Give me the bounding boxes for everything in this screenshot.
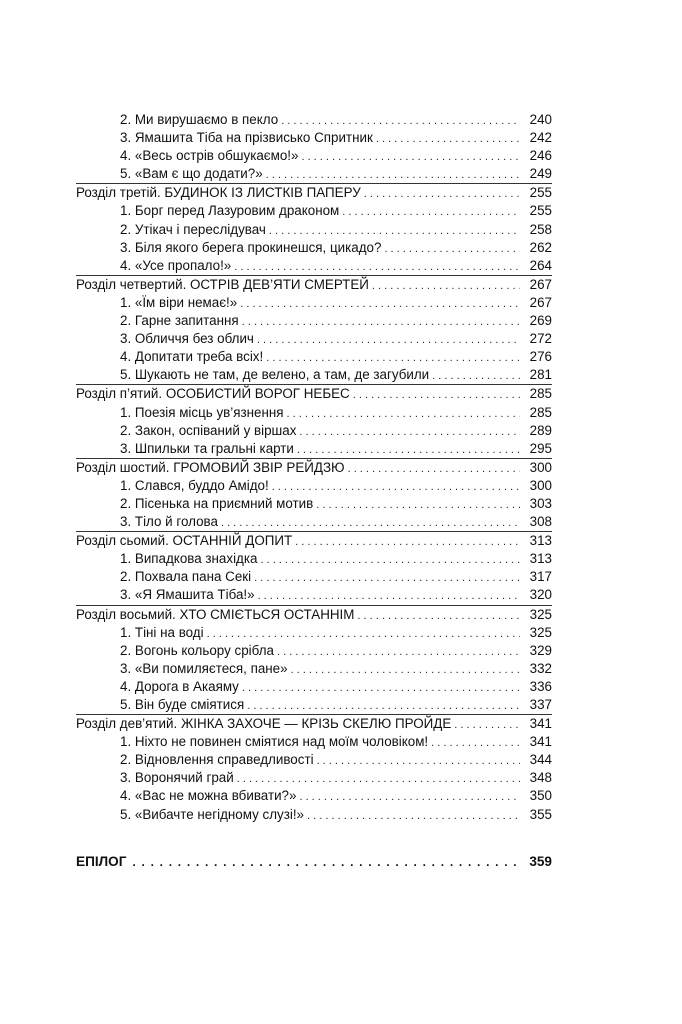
leader-dots (234, 258, 520, 276)
entry-title: 1. Ніхто не повинен сміятися над моїм чоловіком! (120, 734, 429, 750)
leader-dots (384, 240, 520, 258)
toc-section-entry (76, 422, 552, 440)
entry-title: 2. Утікач і переслідувач (120, 221, 266, 237)
entry-page-number: 246 (529, 148, 552, 164)
entry-page-number: 320 (529, 587, 552, 603)
leader-dots (301, 148, 520, 166)
entry-page-number: 344 (529, 752, 552, 768)
entry-title: 1. «Їм віри немає!» (120, 294, 238, 310)
entry-page-number: 285 (529, 404, 552, 420)
leader-dots (295, 533, 520, 551)
leader-dots (364, 185, 520, 203)
toc-chapter-entry (76, 183, 552, 202)
toc-section-entry (76, 129, 552, 147)
toc-section-entry (76, 787, 552, 805)
entry-page-number: 285 (529, 386, 552, 402)
leader-dots (376, 130, 520, 148)
leader-dots (299, 788, 520, 806)
leader-dots (260, 551, 520, 569)
toc-chapter-entry (76, 458, 552, 477)
entry-title: Розділ восьмий. ХТО СМІЄТЬСЯ ОСТАННІМ (76, 606, 355, 622)
entry-title: 3. Воронячий грай (120, 770, 234, 786)
entry-page-number: 325 (529, 624, 552, 640)
entry-page-number: 242 (529, 130, 552, 146)
leader-dots (240, 295, 520, 313)
entry-page-number: 313 (529, 533, 552, 549)
leader-dots (247, 697, 520, 715)
toc-chapter-entry (76, 531, 552, 550)
entry-title: 4. Дорога в Акаяму (120, 678, 239, 694)
leader-dots (269, 222, 520, 240)
toc-section-entry (76, 642, 552, 660)
entry-page-number: 329 (529, 642, 552, 658)
leader-dots (299, 423, 520, 441)
toc-section-entry (76, 257, 552, 275)
entry-title: 3. Шпильки та гральні карти (120, 440, 294, 456)
entry-title: 5. Він буде сміятися (120, 697, 245, 712)
entry-title: 4. «Весь острів обшукаємо!» (120, 148, 299, 164)
toc-section-entry (76, 624, 552, 642)
entry-title: 2. Похвала пана Секі (120, 569, 252, 585)
entry-page-number: 348 (529, 770, 552, 786)
entry-title: 5. Шукають не там, де велено, а там, де загубили (120, 367, 430, 383)
leader-dots (277, 643, 520, 661)
table-of-contents (76, 111, 552, 824)
leader-dots (297, 441, 520, 459)
entry-title: 1. Борг перед Лазуровим драконом (120, 203, 340, 219)
entry-title: 2. Гарне запитання (120, 313, 239, 329)
entry-title: Розділ третій. БУДИНОК ІЗ ЛИСТКІВ ПАПЕРУ (76, 185, 361, 201)
entry-title: 4. «Вас не можна вбивати?» (120, 788, 297, 804)
entry-title: Розділ четвертий. ОСТРІВ ДЕВ’ЯТИ СМЕРТЕЙ (76, 276, 369, 292)
entry-title: 3. Біля якого берега прокинешся, цикадо? (120, 239, 382, 255)
entry-page-number: 332 (529, 660, 552, 676)
leader-dots (342, 203, 520, 221)
entry-title: 1. Випадкова знахідка (120, 551, 258, 567)
entry-title: 4. Допитати треба всіх! (120, 349, 264, 365)
leader-dots (307, 807, 520, 825)
toc-section-entry (76, 769, 552, 787)
entry-title: Розділ шостий. ГРОМОВИЙ ЗВІР РЕЙДЗЮ (76, 459, 345, 475)
leader-dots (266, 166, 520, 184)
leader-dots (281, 112, 520, 130)
toc-section-entry (76, 660, 552, 678)
leader-dots (348, 460, 520, 478)
entry-page-number: 355 (529, 806, 552, 822)
entry-page-number: 336 (529, 678, 552, 694)
leader-dots (454, 716, 520, 734)
entry-page-number: 313 (529, 551, 552, 567)
entry-title: 1. Слався, буддо Амідо! (120, 477, 269, 493)
entry-page-number: 303 (529, 495, 552, 511)
entry-page-number: 325 (529, 606, 552, 622)
leader-dots (237, 770, 520, 788)
toc-section-entry (76, 111, 552, 129)
entry-page-number: 267 (529, 276, 552, 292)
toc-chapter-entry (76, 714, 552, 733)
entry-title: 2. Відновлення справедливості (120, 752, 314, 768)
entry-page-number: 295 (529, 440, 552, 456)
entry-page-number: 341 (529, 716, 552, 732)
entry-title: 4. «Усе пропало!» (120, 257, 232, 273)
toc-chapter-entry (76, 384, 552, 403)
toc-section-entry (76, 312, 552, 330)
leader-dots (132, 852, 522, 872)
toc-section-entry (76, 586, 552, 604)
leader-dots (242, 679, 520, 697)
toc-section-entry (76, 348, 552, 366)
leader-dots (353, 386, 520, 404)
entry-page-number: 337 (529, 697, 552, 712)
entry-title: 3. «Ви помиляєтеся, пане» (120, 660, 288, 676)
entry-title: 1. Поезія місць ув’язнення (120, 404, 284, 420)
entry-page-number: 300 (529, 477, 552, 493)
entry-page-number: 300 (529, 459, 552, 475)
epilog-page-number: 359 (529, 854, 552, 869)
toc-section-entry (76, 751, 552, 769)
entry-page-number: 281 (529, 367, 552, 383)
entry-title: 5. «Вам є що додати?» (120, 166, 263, 182)
toc-section-entry (76, 513, 552, 531)
entry-title: 2. Ми вирушаємо в пекло (120, 112, 279, 127)
toc-chapter-entry (76, 275, 552, 294)
leader-dots (432, 367, 520, 385)
leader-dots (316, 496, 520, 514)
leader-dots (242, 313, 520, 331)
toc-section-entry (76, 221, 552, 239)
entry-title: Розділ сьомий. ОСТАННІЙ ДОПИТ (76, 533, 293, 549)
entry-page-number: 272 (529, 331, 552, 347)
toc-section-entry (76, 550, 552, 568)
leader-dots (291, 661, 520, 679)
entry-page-number: 264 (529, 257, 552, 273)
toc-section-entry (76, 678, 552, 696)
entry-page-number: 317 (529, 569, 552, 585)
leader-dots (257, 331, 520, 349)
entry-title: 3. «Я Ямашита Тіба!» (120, 587, 255, 603)
entry-title: 2. Закон, оспіваний у віршах (120, 422, 297, 438)
entry-title: Розділ дев’ятий. ЖІНКА ЗАХОЧЕ — КРІЗЬ СКЕЛЮ ПРОЙДЕ (76, 716, 452, 732)
entry-title: 2. Пісенька на приємний мотив (120, 495, 314, 511)
toc-chapter-entry (76, 605, 552, 624)
leader-dots (431, 734, 520, 752)
entry-title: 2. Вогонь кольору срібла (120, 642, 274, 658)
entry-page-number: 289 (529, 422, 552, 438)
entry-title: 3. Ямашита Тіба на прізвисько Спритник (120, 130, 373, 146)
leader-dots (287, 405, 521, 423)
entry-page-number: 262 (529, 239, 552, 255)
toc-section-entry (76, 165, 552, 183)
toc-section-entry (76, 147, 552, 165)
entry-title: 3. Тіло й голова (120, 514, 218, 530)
leader-dots (258, 587, 520, 605)
entry-page-number: 269 (529, 313, 552, 329)
entry-page-number: 308 (529, 514, 552, 530)
epilog-title: ЕПІЛОГ (76, 854, 127, 869)
entry-title: 1. Тіні на воді (120, 624, 204, 640)
leader-dots (272, 478, 520, 496)
entry-title: 3. Обличчя без облич (120, 331, 254, 347)
toc-section-entry (76, 239, 552, 257)
toc-section-entry (76, 294, 552, 312)
toc-section-entry (76, 366, 552, 384)
toc-section-entry (76, 404, 552, 422)
leader-dots (372, 277, 520, 295)
toc-section-entry (76, 477, 552, 495)
toc-section-entry (76, 495, 552, 513)
entry-title: 5. «Вибачте негідному слузі!» (120, 806, 305, 822)
entry-page-number: 255 (529, 185, 552, 201)
toc-section-entry (76, 733, 552, 751)
leader-dots (317, 752, 520, 770)
entry-page-number: 249 (529, 166, 552, 182)
entry-page-number: 267 (529, 294, 552, 310)
entry-page-number: 276 (529, 349, 552, 365)
leader-dots (207, 625, 520, 643)
entry-page-number: 341 (529, 734, 552, 750)
leader-dots (254, 569, 520, 587)
entry-page-number: 350 (529, 788, 552, 804)
toc-section-entry (76, 202, 552, 220)
entry-page-number: 258 (529, 221, 552, 237)
toc-section-entry (76, 568, 552, 586)
leader-dots (357, 607, 520, 625)
epilog-entry (76, 852, 552, 872)
toc-section-entry (76, 330, 552, 348)
entry-page-number: 240 (529, 112, 552, 127)
entry-title: Розділ п’ятий. ОСОБИСТИЙ ВОРОГ НЕБЕС (76, 386, 350, 402)
toc-section-entry (76, 696, 552, 714)
leader-dots (221, 514, 520, 532)
toc-section-entry (76, 440, 552, 458)
toc-section-entry (76, 806, 552, 824)
leader-dots (266, 349, 520, 367)
entry-page-number: 255 (529, 203, 552, 219)
